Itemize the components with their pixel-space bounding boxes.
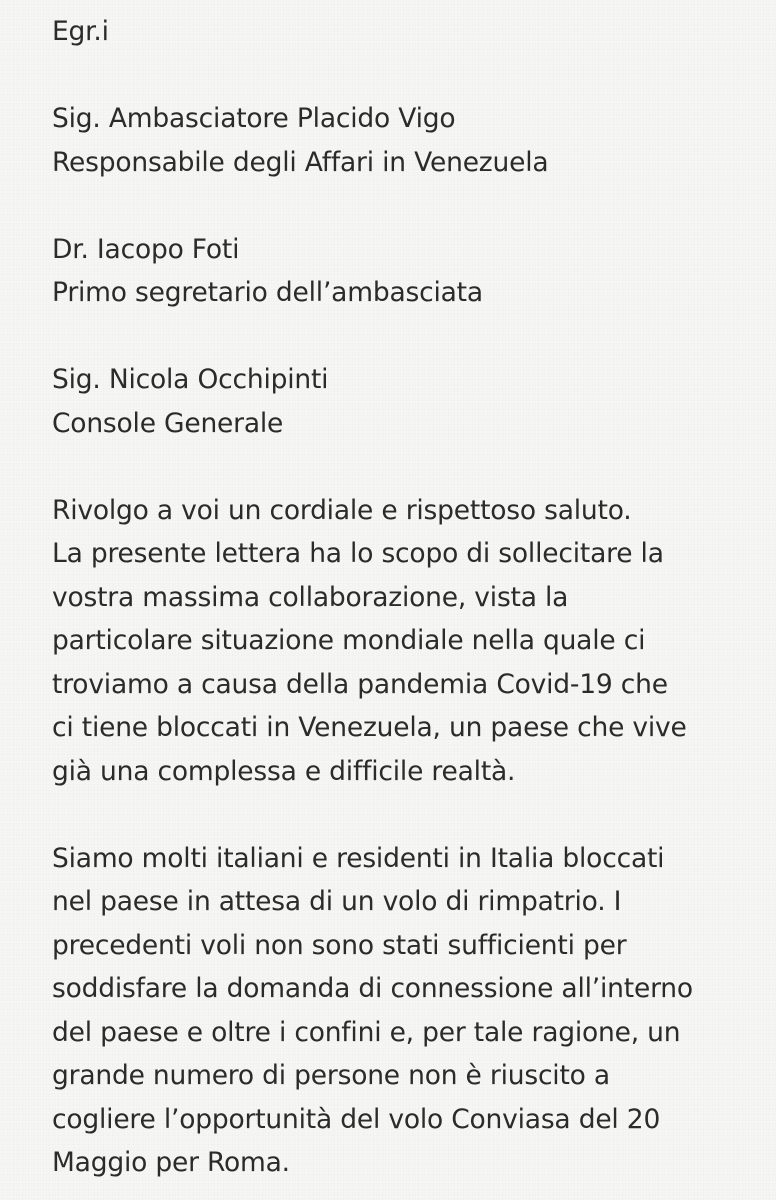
spacer [52, 315, 756, 359]
spacer [52, 793, 756, 837]
recipient-role: Responsabile degli Affari in Venezuela [52, 146, 549, 178]
paragraph-line: del paese e oltre i confini e, per tale ragione, un [52, 1016, 681, 1048]
paragraph-line: già una complessa e difficile realtà. [52, 755, 516, 787]
salutation: Egr.i [52, 16, 109, 47]
paragraph-line: La presente lettera ha lo scopo di sollecitare la [52, 538, 664, 569]
recipient-name: Dr. Iacopo Foti [52, 233, 240, 265]
paragraph-situation [52, 837, 756, 1185]
paragraph-line: cogliere l’opportunità del volo Conviasa del 20 [52, 1103, 661, 1135]
paragraph-line: particolare situazione mondiale nella quale ci [52, 625, 646, 656]
paragraph-line: Siamo molti italiani e residenti in Italia bloccati [52, 842, 665, 874]
paragraph-line: precedenti voli non sono stati sufficienti per [52, 929, 627, 961]
recipient-role: Console Generale [52, 407, 284, 439]
paragraph-greeting [52, 489, 756, 794]
paragraph-line: grande numero di persone non è riuscito a [52, 1060, 610, 1091]
paragraph-line: nel paese in attesa di un volo di rimpatrio. I [52, 886, 622, 917]
recipient-block [52, 97, 756, 184]
spacer [52, 184, 756, 228]
paragraph-line: ci tiene bloccati in Venezuela, un paese che vive [52, 712, 687, 743]
recipient-block [52, 358, 756, 445]
paragraph-line: Maggio per Roma. [52, 1147, 290, 1178]
recipient-name: Sig. Ambasciatore Placido Vigo [52, 103, 456, 134]
recipient-role: Primo segretario dell’ambasciata [52, 277, 483, 308]
recipient-name: Sig. Nicola Occhipinti [52, 364, 329, 395]
spacer [52, 445, 756, 489]
paragraph-line: Rivolgo a voi un cordiale e rispettoso saluto. [52, 494, 632, 526]
spacer [52, 54, 756, 98]
paragraph-line: troviamo a causa della pandemia Covid-19 che [52, 668, 668, 700]
paragraph-line: vostra massima collaborazione, vista la [52, 581, 569, 613]
paragraph-line: soddisfare la domanda di connessione all’interno [52, 973, 693, 1004]
recipient-block [52, 228, 756, 315]
